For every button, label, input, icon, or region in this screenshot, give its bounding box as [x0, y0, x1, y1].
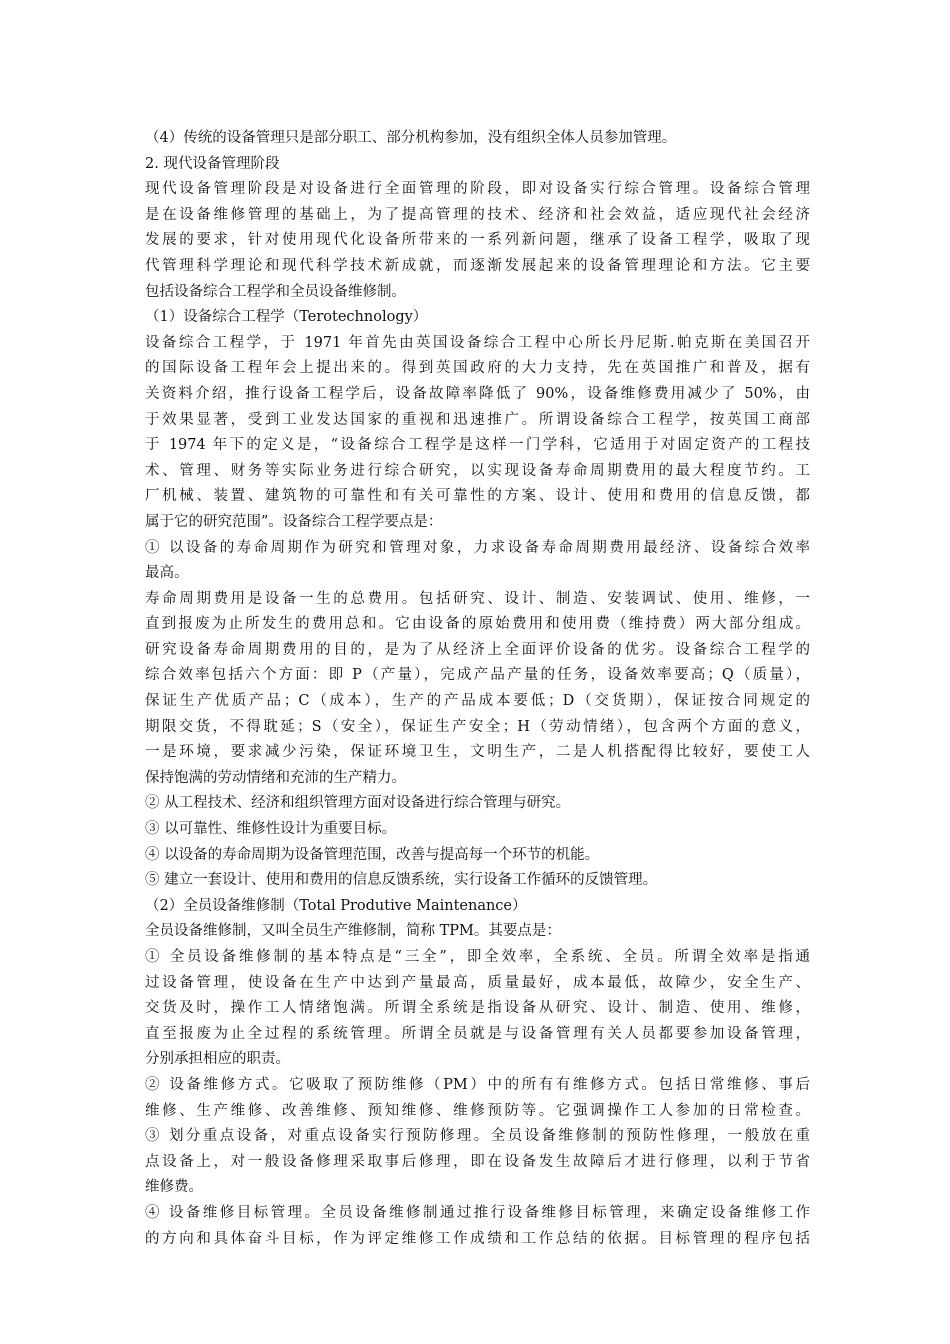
paragraph-line: 设备综合工程学，于 1971 年首先由英国设备综合工程中心所长丹尼斯.帕克斯在美国召开: [145, 334, 810, 351]
paragraph-line: 的国际设备工程年会上提出来的。得到英国政府的大力支持，先在英国推广和普及，据有: [145, 360, 810, 377]
paragraph-line: 研究设备寿命周期费用的目的，是为了从经济上全面评价设备的优劣。设备综合工程学的: [145, 641, 810, 658]
subsection-heading: （1）设备综合工程学（Terotechnology）: [145, 309, 428, 326]
paragraph-line: （4）传统的设备管理只是部分职工、部分机构参加，没有组织全体人员参加管理。: [145, 130, 677, 146]
subsection-heading: （2）全员设备维修制（Total Produtive Maintenance）: [145, 897, 527, 914]
section-heading: 2. 现代设备管理阶段: [145, 155, 280, 172]
paragraph-line: 全员设备维修制，又叫全员生产维修制，简称 TPM。其要点是：: [145, 923, 561, 940]
paragraph-line: 包括设备综合工程学和全员设备维修制。: [145, 283, 406, 300]
document-body: [145, 126, 810, 1252]
list-item-line: ③ 划分重点设备，对重点设备实行预防修理。全员设备维修制的预防性修理，一般放在重: [145, 1128, 810, 1145]
paragraph-line: 术、管理、财务等实际业务进行综合研究，以实现设备寿命周期费用的最大程度节约。工: [145, 462, 810, 479]
list-item-line: 维修、生产维修、改善维修、预知维修、维修预防等。它强调操作工人参加的日常检查。: [145, 1102, 810, 1119]
list-item-line: ⑤ 建立一套设计、使用和费用的信息反馈系统，实行设备工作循环的反馈管理。: [145, 872, 658, 889]
paragraph-line: 于效果显著，受到工业发达国家的重视和迅速推广。所谓设备综合工程学，按英国工商部: [145, 411, 810, 428]
list-item-line: 交货及时，操作工人情绪饱满。所谓全系统是指设备从研究、设计、制造、使用、维修，: [145, 1000, 810, 1017]
paragraph-line: 属于它的研究范围”。设备综合工程学要点是：: [145, 513, 443, 530]
list-item-line: 维修费。: [145, 1179, 203, 1196]
list-item-line: 过设备管理，使设备在生产中达到产量最高，质量最好，成本最低，故障少，安全生产、: [145, 974, 810, 991]
list-item-line: ④ 以设备的寿命周期为设备管理范围，改善与提高每一个环节的机能。: [145, 846, 600, 863]
paragraph-line: 保证生产优质产品；C（成本），生产的产品成本要低；D（交货期），保证按合同规定的: [145, 693, 810, 710]
paragraph-line: 直到报废为止所发生的费用总和。它由设备的原始费用和使用费（维持费）两大部分组成。: [145, 616, 810, 633]
list-item-line: 点设备上，对一般设备修理采取事后修理，即在设备发生故障后才进行修理，以利于节省: [145, 1153, 810, 1170]
paragraph-line: 关资料介绍，推行设备工程学后，设备故障率降低了 90%，设备维修费用减少了 50%，由: [145, 385, 810, 402]
paragraph-line: 代管理科学理论和现代科学技术新成就，而逐渐发展起来的设备管理理论和方法。它主要: [145, 257, 810, 274]
paragraph-line: 现代设备管理阶段是对设备进行全面管理的阶段，即对设备实行综合管理。设备综合管理: [145, 181, 810, 198]
list-item-line: 的方向和具体奋斗目标，作为评定维修工作成绩和工作总结的依据。目标管理的程序包括: [145, 1230, 810, 1247]
paragraph-line: 于 1974 年下的定义是，“设备综合工程学是这样一门学科，它适用于对固定资产的工程技: [145, 437, 810, 454]
paragraph-line: 寿命周期费用是设备一生的总费用。包括研究、设计、制造、安装调试、使用、维修，一: [145, 590, 810, 607]
paragraph-line: 厂机械、装置、建筑物的可靠性和有关可靠性的方案、设计、使用和费用的信息反馈，都: [145, 488, 810, 505]
paragraph-line: 发展的要求，针对使用现代化设备所带来的一系列新问题，继承了设备工程学，吸取了现: [145, 232, 810, 249]
paragraph-line: 保持饱满的劳动情绪和充沛的生产精力。: [145, 769, 406, 786]
list-item-line: ② 设备维修方式。它吸取了预防维修（PM）中的所有有维修方式。包括日常维修、事后: [145, 1076, 810, 1093]
paragraph-line: 是在设备维修管理的基础上，为了提高管理的技术、经济和社会效益，适应现代社会经济: [145, 206, 810, 223]
list-item-line: 最高。: [145, 565, 189, 582]
list-item-line: 直至报废为止全过程的系统管理。所谓全员就是与设备管理有关人员都要参加设备管理，: [145, 1025, 810, 1042]
list-item-line: ② 从工程技术、经济和组织管理方面对设备进行综合管理与研究。: [145, 795, 571, 812]
list-item-line: ① 全员设备维修制的基本特点是“三全”，即全效率，全系统、全员。所谓全效率是指通: [145, 949, 810, 965]
list-item-line: 分别承担相应的职责。: [145, 1051, 290, 1068]
paragraph-line: 一是环境，要求减少污染，保证环境卫生，文明生产，二是人机搭配得比较好，要使工人: [145, 744, 810, 761]
list-item-line: ① 以设备的寿命周期作为研究和管理对象，力求设备寿命周期费用最经济、设备综合效率: [145, 539, 810, 556]
list-item-line: ④ 设备维修目标管理。全员设备维修制通过推行设备维修目标管理，来确定设备维修工作: [145, 1204, 810, 1221]
list-item-line: ③ 以可靠性、维修性设计为重要目标。: [145, 821, 397, 838]
paragraph-line: 期限交货，不得耽延；S（安全），保证生产安全；H（劳动情绪），包含两个方面的意义，: [145, 718, 810, 735]
paragraph-line: 综合效率包括六个方面：即 P（产量），完成产品产量的任务，设备效率要高；Q（质量），: [145, 667, 810, 684]
